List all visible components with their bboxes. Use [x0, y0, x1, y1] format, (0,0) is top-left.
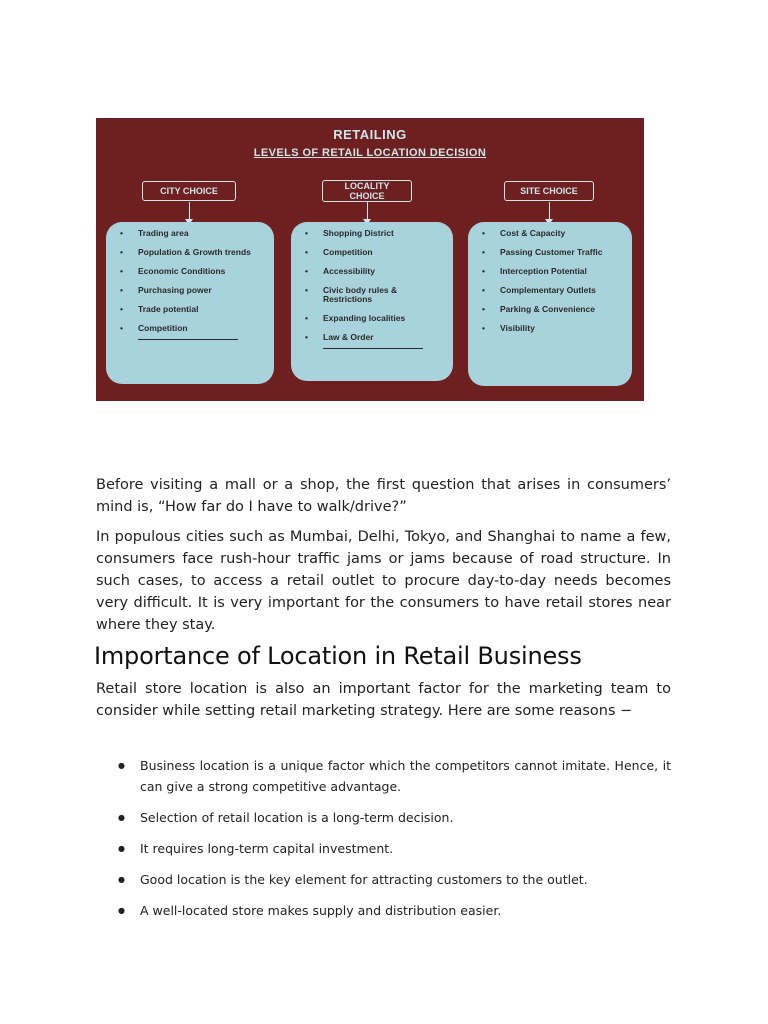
- city-item: • Economic Conditions: [118, 267, 264, 276]
- site-choice-header: SITE CHOICE: [504, 181, 594, 201]
- city-item: • Competition: [118, 324, 264, 333]
- locality-item: • Expanding localities: [303, 314, 443, 323]
- city-choice-header: CITY CHOICE: [142, 181, 236, 201]
- site-item: • Cost & Capacity: [480, 229, 622, 238]
- city-item: • Trade potential: [118, 305, 264, 314]
- divider: [138, 339, 238, 340]
- figure-subtitle: LEVELS OF RETAIL LOCATION DECISION: [253, 147, 487, 159]
- list-item: ● Good location is the key element for attracting customers to the outlet.: [118, 869, 671, 890]
- city-item: • Population & Growth trends: [118, 248, 264, 257]
- site-item: • Interception Potential: [480, 267, 622, 276]
- locality-item: • Accessibility: [303, 267, 443, 276]
- locality-item: • Civic body rules & Restrictions: [303, 286, 443, 304]
- list-item: ● It requires long-term capital investment.: [118, 838, 671, 859]
- reasons-list: [118, 755, 671, 931]
- list-item: ● A well-located store makes supply and distribution easier.: [118, 900, 671, 921]
- paragraph-cities: In populous cities such as Mumbai, Delhi, Tokyo, and Shanghai to name a few, consumers face rush-hour traffic jams or jams because of road structure. In such cases, to access a retail outlet to procure day-to-day needs becomes very difficult. It is very important for the consumers to have retail stores near where they stay.: [96, 529, 671, 633]
- locality-item: • Law & Order: [303, 333, 443, 342]
- list-item: ● Business location is a unique factor which the competitors cannot imitate. Hence, it can give a strong competitive advantage.: [118, 755, 671, 797]
- locality-item: • Competition: [303, 248, 443, 257]
- locality-choice-header: LOCALITY CHOICE: [322, 180, 412, 202]
- list-item: ● Selection of retail location is a long-term decision.: [118, 807, 671, 828]
- retail-location-figure: [96, 118, 644, 401]
- city-choice-box: [106, 222, 274, 384]
- paragraph-reasons-intro: Retail store location is also an important factor for the marketing team to consider while setting retail marketing strategy. Here are some reasons −: [96, 681, 671, 719]
- site-item: • Visibility: [480, 324, 622, 333]
- site-item: • Parking & Convenience: [480, 305, 622, 314]
- figure-title: RETAILING: [333, 127, 407, 142]
- city-item: • Purchasing power: [118, 286, 264, 295]
- site-choice-box: [468, 222, 632, 386]
- arrow-down-icon: [189, 202, 190, 220]
- arrow-down-icon: [549, 202, 550, 220]
- locality-item: • Shopping District: [303, 229, 443, 238]
- site-item: • Complementary Outlets: [480, 286, 622, 295]
- site-item: • Passing Customer Traffic: [480, 248, 622, 257]
- arrow-down-icon: [367, 202, 368, 220]
- city-item: • Trading area: [118, 229, 264, 238]
- locality-choice-box: [291, 222, 453, 381]
- divider: [323, 348, 423, 349]
- paragraph-intro: Before visiting a mall or a shop, the first question that arises in consumers’ mind is, “How far do I have to walk/drive?”: [96, 477, 671, 515]
- section-heading: Importance of Location in Retail Business: [94, 642, 582, 670]
